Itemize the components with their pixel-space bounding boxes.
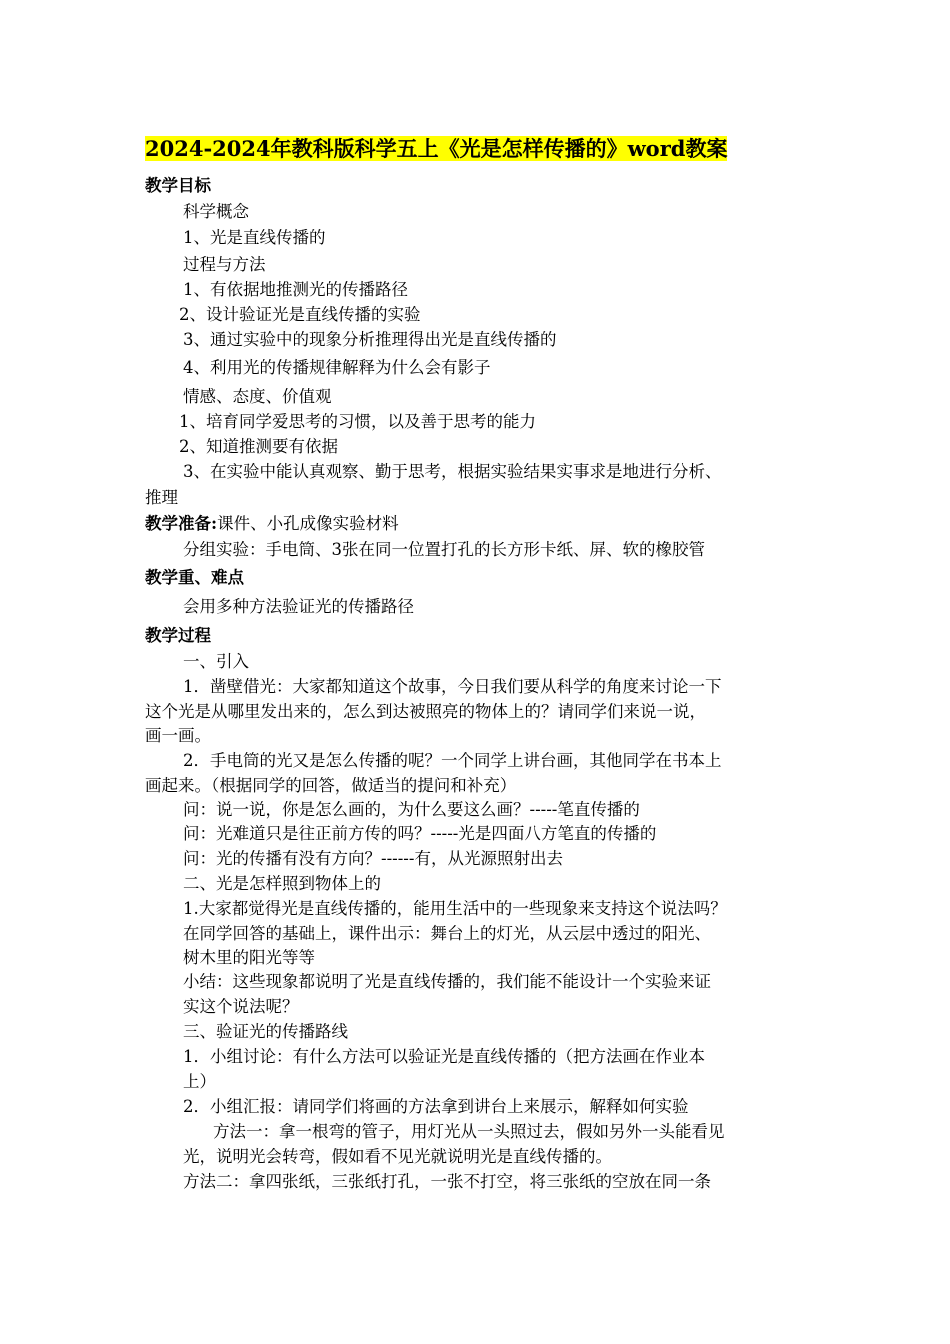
title-highlight: 2024-2024年教科版科学五上《光是怎样传播的》word教案: [145, 136, 728, 161]
heading-preparation: 教学准备:: [145, 514, 218, 533]
text-line: 3、在实验中能认真观察、勤于思考，根据实验结果实事求是地进行分析、: [183, 462, 722, 481]
text-line: 方法一：拿一根弯的管子，用灯光从一头照过去，假如另外一头能看见: [213, 1122, 725, 1141]
text-line: 三、验证光的传播路线: [183, 1022, 348, 1041]
text-line: 画一画。: [145, 726, 211, 745]
text-line: 1、有依据地推测光的传播路径: [183, 280, 408, 299]
text-line: 1．小组讨论：有什么方法可以验证光是直线传播的（把方法画在作业本: [183, 1047, 705, 1066]
text-line: 画起来。（根据同学的回答，做适当的提问和补充）: [145, 776, 517, 795]
text-line: 4、利用光的传播规律解释为什么会有影子: [183, 358, 491, 377]
text-line: 问：光难道只是往正前方传的吗？-----光是四面八方笔直的传播的: [183, 824, 657, 843]
text-line: 小结：这些现象都说明了光是直线传播的，我们能不能设计一个实验来证: [183, 972, 711, 991]
text-line: 会用多种方法验证光的传播路径: [183, 597, 414, 616]
text-line: 树木里的阳光等等: [183, 948, 315, 967]
text-line: 光，说明光会转弯，假如看不见光就说明光是直线传播的。: [183, 1147, 612, 1166]
document-title: [145, 134, 727, 164]
text-line: 1、培育同学爱思考的习惯，以及善于思考的能力: [179, 412, 536, 431]
text-line: 1．凿壁借光：大家都知道这个故事，今日我们要从科学的角度来讨论一下: [183, 677, 722, 696]
text-line: 过程与方法: [183, 255, 266, 274]
text-line: 二、光是怎样照到物体上的: [183, 874, 381, 893]
prep-text: 课件、小孔成像实验材料: [217, 514, 399, 533]
text-line: 这个光是从哪里发出来的，怎么到达被照亮的物体上的？请同学们来说一说，: [145, 702, 706, 721]
text-line: 问：光的传播有没有方向？------有，从光源照射出去: [183, 849, 563, 868]
text-line: 2．手电筒的光又是怎么传播的呢？一个同学上讲台画，其他同学在书本上: [183, 751, 722, 770]
text-line: 分组实验：手电筒、3张在同一位置打孔的长方形卡纸、屏、软的橡胶管: [183, 540, 705, 559]
text-line: 上）: [183, 1072, 216, 1091]
heading-process: 教学过程: [145, 626, 211, 645]
text-line: 在同学回答的基础上，课件出示：舞台上的灯光，从云层中透过的阳光、: [183, 924, 711, 943]
text-line: 2、设计验证光是直线传播的实验: [179, 305, 421, 324]
prep-line: [145, 512, 399, 536]
text-line: 实这个说法呢？: [183, 997, 299, 1016]
text-line: 方法二：拿四张纸，三张纸打孔，一张不打空，将三张纸的空放在同一条: [183, 1172, 711, 1191]
text-line: 3、通过实验中的现象分析推理得出光是直线传播的: [183, 330, 557, 349]
text-line: 推理: [145, 488, 178, 507]
text-line: 一、引入: [183, 652, 249, 671]
text-line: 情感、态度、价值观: [183, 387, 332, 406]
text-line: 科学概念: [183, 202, 249, 221]
text-line: 1、光是直线传播的: [183, 228, 326, 247]
heading-objectives: 教学目标: [145, 176, 211, 195]
text-line: 2、知道推测要有依据: [179, 437, 338, 456]
heading-key-points: 教学重、难点: [145, 568, 244, 587]
text-line: 问：说一说，你是怎么画的，为什么要这么画？-----笔直传播的: [183, 800, 640, 819]
text-line: 1.大家都觉得光是直线传播的，能用生活中的一些现象来支持这个说法吗？: [183, 899, 727, 918]
text-line: 2．小组汇报：请同学们将画的方法拿到讲台上来展示，解释如何实验: [183, 1097, 689, 1116]
